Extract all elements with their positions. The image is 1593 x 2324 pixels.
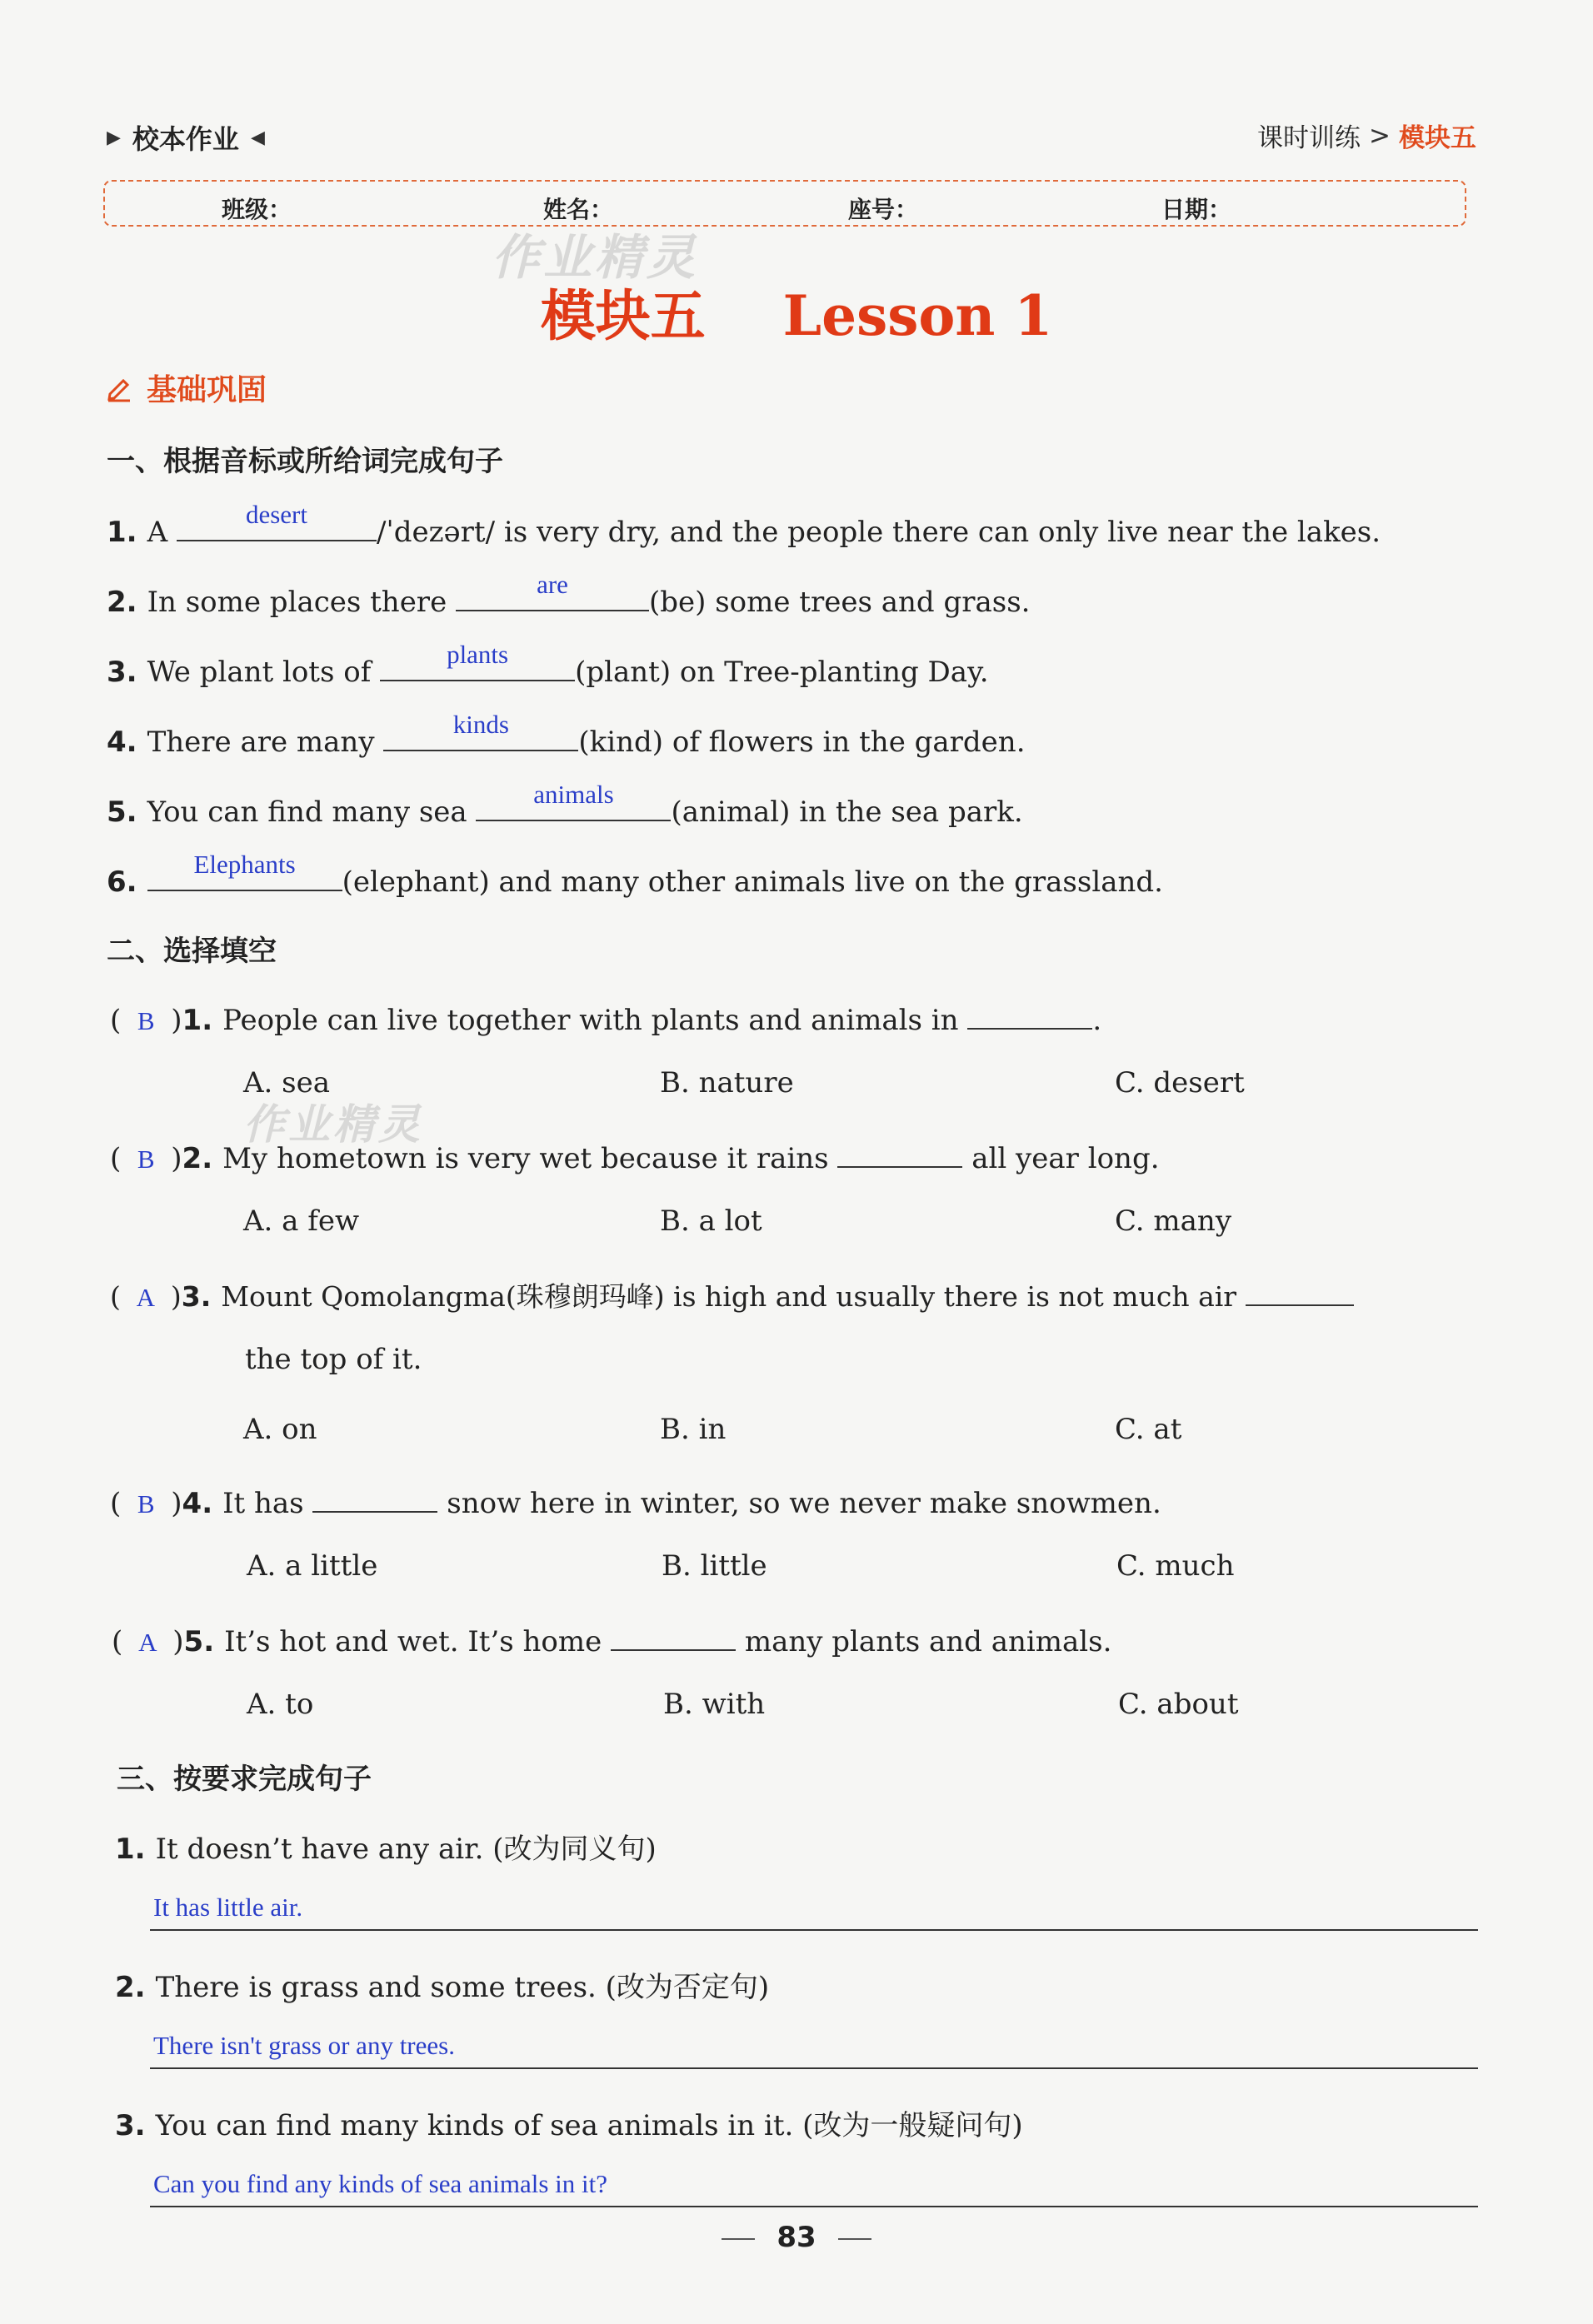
option-a[interactable]: A. to <box>247 1688 314 1721</box>
filled-answer: kinds <box>452 710 509 739</box>
option-a[interactable]: A. sea <box>243 1066 331 1100</box>
part3-item-2 <box>115 1964 769 2005</box>
choice-answer[interactable]: B <box>137 1006 155 1035</box>
header-left <box>107 118 265 157</box>
page-number-text: 83 <box>777 2221 816 2254</box>
page-title <box>0 272 1593 351</box>
left-triangle-icon: ◀ <box>250 127 265 148</box>
answer-blank[interactable] <box>380 640 575 681</box>
item-text-before: There are many <box>147 726 375 759</box>
part1-heading: 一、根据音标或所给词完成句子 <box>107 445 503 478</box>
seat-label: 座号： <box>848 196 919 223</box>
item-number: 3. <box>115 2109 146 2142</box>
answer-blank[interactable] <box>177 500 377 541</box>
part2-item-3-continued: the top of it. <box>245 1343 422 1376</box>
item-text-after: (be) some trees and grass. <box>649 586 1031 619</box>
header-separator: > <box>1369 120 1391 151</box>
filled-answer: desert <box>245 500 307 529</box>
answer-blank[interactable] <box>837 1135 962 1168</box>
part2-item-4: ( B )4. It has snow here in winter, so we never make snowmen. <box>110 1479 1161 1520</box>
item-text-after: snow here in winter, so we never make snowmen. <box>447 1487 1161 1520</box>
item-text-before: In some places there <box>147 586 447 619</box>
item-question: You can find many kinds of sea animals in it. (改为一般疑问句) <box>155 2109 1023 2142</box>
option-b[interactable]: B. a lot <box>660 1204 762 1238</box>
option-c[interactable]: C. about <box>1118 1688 1239 1721</box>
item-text-after: . <box>1092 1004 1102 1037</box>
option-c[interactable]: C. desert <box>1115 1066 1245 1100</box>
student-info-box <box>103 180 1466 227</box>
item-text-after: (plant) on Tree-planting Day. <box>575 656 989 689</box>
part2-item-1: ( B )1. People can live together with plants and animals in . <box>110 996 1101 1037</box>
answer-blank[interactable] <box>967 996 1092 1030</box>
item-number: 1. <box>182 1004 213 1037</box>
choice-answer[interactable]: A <box>136 1283 156 1312</box>
item-text-before: Mount Qomolangma(珠穆朗玛峰) is high and usually there is not much air <box>221 1280 1237 1313</box>
item-number: 6. <box>107 865 137 899</box>
name-label: 姓名： <box>543 196 614 223</box>
item-text-after: (animal) in the sea park. <box>671 795 1023 829</box>
title-module: 模块五 <box>540 284 706 348</box>
watermark-middle: 作业精灵 <box>243 1100 423 1149</box>
option-b[interactable]: B. nature <box>660 1066 794 1100</box>
part2-item-2: ( B )2. My hometown is very wet because it rains all year long. <box>110 1135 1160 1175</box>
answer-blank[interactable] <box>456 570 649 611</box>
option-c[interactable]: C. much <box>1116 1549 1235 1583</box>
part3-item-3 <box>115 2102 1023 2143</box>
option-a[interactable]: A. a little <box>247 1549 378 1583</box>
written-answer-1[interactable]: It has little air. <box>153 1893 303 1922</box>
choice-answer[interactable]: A <box>138 1628 157 1657</box>
filled-answer: animals <box>533 780 614 809</box>
option-b[interactable]: B. in <box>660 1413 727 1446</box>
option-a[interactable]: A. a few <box>243 1204 360 1238</box>
part1-item-5 <box>107 780 1023 829</box>
item-number: 2. <box>182 1142 213 1175</box>
choice-answer[interactable]: B <box>137 1145 155 1174</box>
header-right-label: 课时训练 <box>1257 123 1361 153</box>
item-number: 2. <box>107 586 137 619</box>
answer-blank[interactable] <box>147 850 342 891</box>
item-text-before: My hometown is very wet because it rains <box>222 1142 829 1175</box>
part3-item-1 <box>115 1826 657 1867</box>
header-left-label: 校本作业 <box>132 123 239 155</box>
item-number: 4. <box>182 1487 213 1520</box>
answer-blank[interactable] <box>476 780 671 821</box>
item-text-before: You can find many sea <box>147 795 467 829</box>
header-right <box>1257 117 1476 154</box>
item-text-before: It has <box>222 1487 304 1520</box>
item-question: It doesn’t have any air. (改为同义句) <box>155 1833 657 1866</box>
answer-line-3 <box>150 2206 1478 2207</box>
right-triangle-icon: ▶ <box>107 127 121 148</box>
choice-answer[interactable]: B <box>137 1489 155 1519</box>
option-b[interactable]: B. with <box>663 1688 766 1721</box>
part1-item-3 <box>107 640 989 689</box>
part1-item-6 <box>107 850 1163 899</box>
page-number <box>0 2221 1593 2254</box>
item-text-after: many plants and animals. <box>744 1625 1112 1658</box>
item-question: There is grass and some trees. (改为否定句) <box>155 1971 770 2004</box>
part1-item-1 <box>107 500 1381 549</box>
answer-line-2 <box>150 2067 1478 2069</box>
option-c[interactable]: C. at <box>1115 1413 1182 1446</box>
item-number: 3. <box>181 1280 212 1313</box>
filled-answer: Elephants <box>193 850 296 879</box>
answer-blank[interactable] <box>1246 1273 1354 1306</box>
part2-item-3: ( A )3. Mount Qomolangma(珠穆朗玛峰) is high and usually there is not much air <box>110 1273 1354 1314</box>
option-a[interactable]: A. on <box>243 1413 317 1446</box>
answer-line-1 <box>150 1929 1478 1931</box>
filled-answer: plants <box>447 640 509 669</box>
part3-heading: 三、按要求完成句子 <box>117 1763 372 1796</box>
option-b[interactable]: B. little <box>662 1549 767 1583</box>
item-text-after: (kind) of flowers in the garden. <box>578 726 1026 759</box>
header-module: 模块五 <box>1399 123 1476 153</box>
answer-blank[interactable] <box>312 1479 437 1513</box>
item-number: 5. <box>107 795 137 829</box>
item-text-after: /ˈdezərt/ is very dry, and the people there can only live near the lakes. <box>376 516 1381 549</box>
item-number: 4. <box>107 726 137 759</box>
item-text-before: People can live together with plants and animals in <box>222 1004 959 1037</box>
item-number: 1. <box>107 516 137 549</box>
part1-item-2 <box>107 570 1031 619</box>
item-text-before: We plant lots of <box>147 656 372 689</box>
pencil-icon <box>105 374 133 402</box>
part2-heading: 二、选择填空 <box>107 935 277 968</box>
part1-item-4 <box>107 710 1026 759</box>
watermark-top: 作业精灵 <box>492 229 699 286</box>
title-lesson: Lesson 1 <box>782 283 1053 348</box>
item-text-after: all year long. <box>971 1142 1160 1175</box>
item-number: 1. <box>115 1833 146 1866</box>
item-text-before: It’s hot and wet. It’s home <box>224 1625 602 1658</box>
written-answer-3[interactable]: Can you find any kinds of sea animals in it? <box>153 2169 607 2198</box>
item-number: 5. <box>183 1625 215 1658</box>
class-label: 班级： <box>222 196 292 223</box>
answer-blank[interactable] <box>383 710 578 751</box>
written-answer-2[interactable]: There isn't grass or any trees. <box>153 2031 455 2060</box>
item-number: 2. <box>115 1971 146 2004</box>
filled-answer: are <box>537 570 568 599</box>
section-heading <box>105 367 267 409</box>
item-text-after: (elephant) and many other animals live on the grassland. <box>342 865 1163 899</box>
date-label: 日期： <box>1161 196 1232 223</box>
option-c[interactable]: C. many <box>1115 1204 1232 1238</box>
part2-item-5: ( A )5. It’s hot and wet. It’s home many plants and animals. <box>112 1618 1111 1658</box>
answer-blank[interactable] <box>611 1618 736 1651</box>
item-text-before: A <box>147 516 168 549</box>
item-number: 3. <box>107 656 137 689</box>
section-heading-text: 基础巩固 <box>147 373 267 407</box>
